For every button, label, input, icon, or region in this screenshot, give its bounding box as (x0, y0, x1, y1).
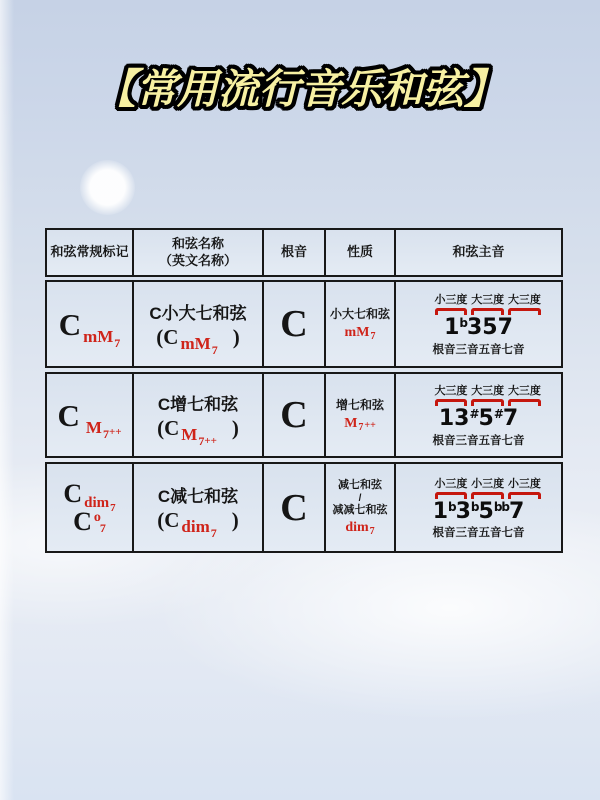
tones-cell (396, 282, 561, 366)
header-name (134, 230, 264, 275)
degree-number: 1 (438, 406, 455, 432)
chord-name-cn: C小大七和弦 (149, 303, 247, 323)
chord-row-M7aug (45, 372, 563, 458)
degree-number: 5 (478, 498, 494, 524)
degree-numbers (444, 315, 513, 340)
accidental: # (493, 407, 503, 422)
header-notation-label: 和弦常规标记 (50, 244, 129, 260)
table-header-row (45, 228, 563, 277)
chord-suffix: mM (180, 333, 211, 353)
quality-suffix-7: 7 (358, 422, 364, 433)
degree-labels (433, 524, 525, 540)
degree (454, 406, 469, 431)
quality-suffix: dim (345, 520, 369, 536)
degree-label: 五音 (478, 343, 502, 356)
paren-open: (C (157, 415, 180, 440)
interval-label: 小三度 (471, 477, 505, 490)
bracket (435, 492, 468, 499)
interval-labels (433, 382, 543, 398)
header-root (264, 230, 326, 275)
root-cell (264, 464, 326, 551)
header-tones-label: 和弦主音 (452, 244, 505, 260)
degree-number: 7 (509, 498, 525, 524)
degree-number: 1 (432, 498, 448, 524)
degree (482, 315, 497, 340)
name-cell (134, 374, 264, 456)
chord-suffix-7: 7 (198, 433, 205, 448)
bracket (508, 492, 541, 499)
chord-suffix: dim (181, 517, 210, 536)
chord-name-cn: C减七和弦 (157, 487, 239, 506)
header-root-label: 根音 (280, 244, 307, 260)
degree-label: 五音 (478, 434, 502, 447)
degree-label: 七音 (501, 434, 525, 447)
symbol-cell (47, 464, 134, 551)
interval-label: 小三度 (434, 477, 468, 490)
interval-brackets (433, 308, 543, 315)
accidental: # (469, 407, 479, 422)
root-note: C (280, 486, 308, 529)
accidental: b (470, 499, 479, 514)
chord-suffix-7: 7 (211, 342, 218, 357)
paren-open: (C (157, 508, 180, 532)
degree (469, 406, 493, 431)
chord-root-letter: C (58, 306, 82, 342)
bracket (471, 399, 504, 406)
quality-cell (326, 374, 396, 456)
quality-suffix-plus: ++ (364, 420, 376, 431)
chord-name-en (157, 415, 239, 448)
paren-close: ) (232, 324, 240, 349)
interval-label: 小三度 (434, 294, 468, 307)
degree-number: 3 (466, 315, 483, 341)
degree (439, 406, 454, 431)
degree (471, 499, 494, 524)
degree-label: 三音 (455, 434, 479, 447)
chord-symbol (63, 478, 116, 514)
degree (498, 315, 513, 340)
degree-number: 1 (444, 315, 460, 341)
accidental: b (448, 499, 456, 514)
quality-cell (326, 464, 396, 551)
degree (494, 406, 518, 431)
degree-label: 三音 (455, 527, 479, 540)
header-tones (396, 230, 561, 275)
degree-labels (433, 341, 525, 357)
header-name-line1: 和弦名称 (171, 236, 224, 252)
degree-numbers (433, 499, 525, 524)
degree-number: 5 (478, 406, 494, 432)
chord-name-en (156, 324, 240, 357)
degree-label: 三音 (455, 343, 479, 356)
interval-label: 大三度 (507, 294, 541, 307)
chord-suffix-7: 7 (110, 501, 116, 514)
interval-label: 大三度 (507, 385, 541, 398)
chord-suffix-7: 7 (99, 521, 106, 536)
quality-symbol (345, 520, 374, 536)
chord-symbol (57, 397, 122, 441)
degree-number: 5 (482, 315, 498, 341)
interval-label: 大三度 (434, 385, 468, 398)
degree-number: 7 (497, 315, 513, 341)
chord-name-en (157, 508, 239, 540)
quality-cn: 减七和弦 (338, 478, 382, 491)
quality-cn-alt: 减减七和弦 (332, 503, 388, 516)
symbol-cell (47, 282, 134, 366)
root-cell (264, 282, 326, 366)
chord-suffix-7: 7 (102, 426, 109, 441)
dim-circle-stack (93, 509, 106, 536)
bracket (435, 399, 468, 406)
chord-row-dim7 (45, 462, 563, 553)
interval-brackets (433, 399, 543, 406)
dim-circle: o (93, 509, 101, 525)
interval-brackets (433, 492, 543, 499)
symbol-cell (47, 374, 134, 456)
degree-label: 五音 (478, 527, 502, 540)
quality-suffix: mM (344, 325, 370, 340)
bracket (435, 308, 468, 315)
degree-number: 3 (455, 498, 471, 524)
name-cell (134, 464, 264, 551)
chord-symbol (58, 306, 121, 350)
name-cell (134, 282, 264, 366)
accidental: b (459, 316, 467, 331)
chord-table (45, 228, 563, 553)
chord-suffix: mM (83, 326, 114, 346)
sky-light-edge (0, 0, 14, 800)
quality-suffix-7: 7 (369, 526, 375, 538)
degree-labels (433, 432, 525, 448)
degree (448, 499, 471, 524)
root-note: C (280, 303, 308, 345)
chord-row-mM7 (45, 280, 563, 368)
interval-label: 大三度 (471, 385, 505, 398)
interval-labels (433, 475, 543, 491)
degree-number: 7 (502, 406, 519, 432)
bracket (471, 492, 504, 499)
bracket (508, 308, 541, 315)
chord-name-cn: C增七和弦 (157, 394, 239, 414)
quality-symbol (345, 325, 376, 341)
bracket (471, 308, 504, 315)
accidental: bb (493, 499, 509, 514)
chord-suffix-plus: ++ (108, 425, 122, 438)
quality-cn: 增七和弦 (335, 398, 384, 412)
chord-suffix-7: 7 (114, 335, 121, 350)
quality-cell (326, 282, 396, 366)
quality-cn: 小大七和弦 (329, 307, 390, 321)
bracket (508, 399, 541, 406)
degree (444, 315, 459, 340)
chord-suffix: M (85, 417, 102, 437)
tones-cell (396, 374, 561, 456)
degree-label: 根音 (432, 434, 456, 447)
degree-numbers (439, 406, 518, 431)
tones-cell (396, 464, 561, 551)
paren-open: (C (156, 324, 179, 349)
degree (433, 499, 448, 524)
degree-label: 根音 (432, 343, 456, 356)
chord-root-letter: C (57, 397, 80, 433)
root-note: C (280, 394, 308, 436)
chord-symbol-alt (73, 506, 106, 536)
chord-suffix-7: 7 (210, 526, 217, 540)
header-quality-label: 性质 (346, 244, 373, 260)
paren-close: ) (231, 508, 239, 532)
interval-label: 小三度 (507, 477, 541, 490)
header-notation (47, 230, 134, 275)
quality-suffix-7: 7 (370, 331, 376, 342)
chord-suffix: M (181, 424, 198, 444)
chord-root-letter: C (73, 506, 92, 536)
degree-label: 七音 (501, 527, 525, 540)
quality-slash: / (358, 492, 362, 504)
interval-label: 大三度 (471, 294, 505, 307)
degree-label: 根音 (432, 527, 456, 540)
chord-suffix: dim (84, 494, 110, 511)
root-cell (264, 374, 326, 456)
chord-suffix-plus: ++ (204, 434, 217, 447)
degree-number: 3 (454, 406, 470, 432)
degree-label: 七音 (501, 343, 525, 356)
interval-labels (433, 291, 543, 307)
chord-root-letter: C (63, 478, 83, 508)
header-quality (326, 230, 396, 275)
moon (80, 160, 135, 215)
quality-symbol (344, 416, 376, 432)
header-name-line2: （英文名称） (158, 252, 237, 268)
quality-suffix: M (344, 416, 358, 431)
paren-close: ) (231, 415, 239, 440)
degree (459, 315, 482, 340)
page-title: 【常用流行音乐和弦】 (95, 66, 505, 112)
degree (494, 499, 525, 524)
